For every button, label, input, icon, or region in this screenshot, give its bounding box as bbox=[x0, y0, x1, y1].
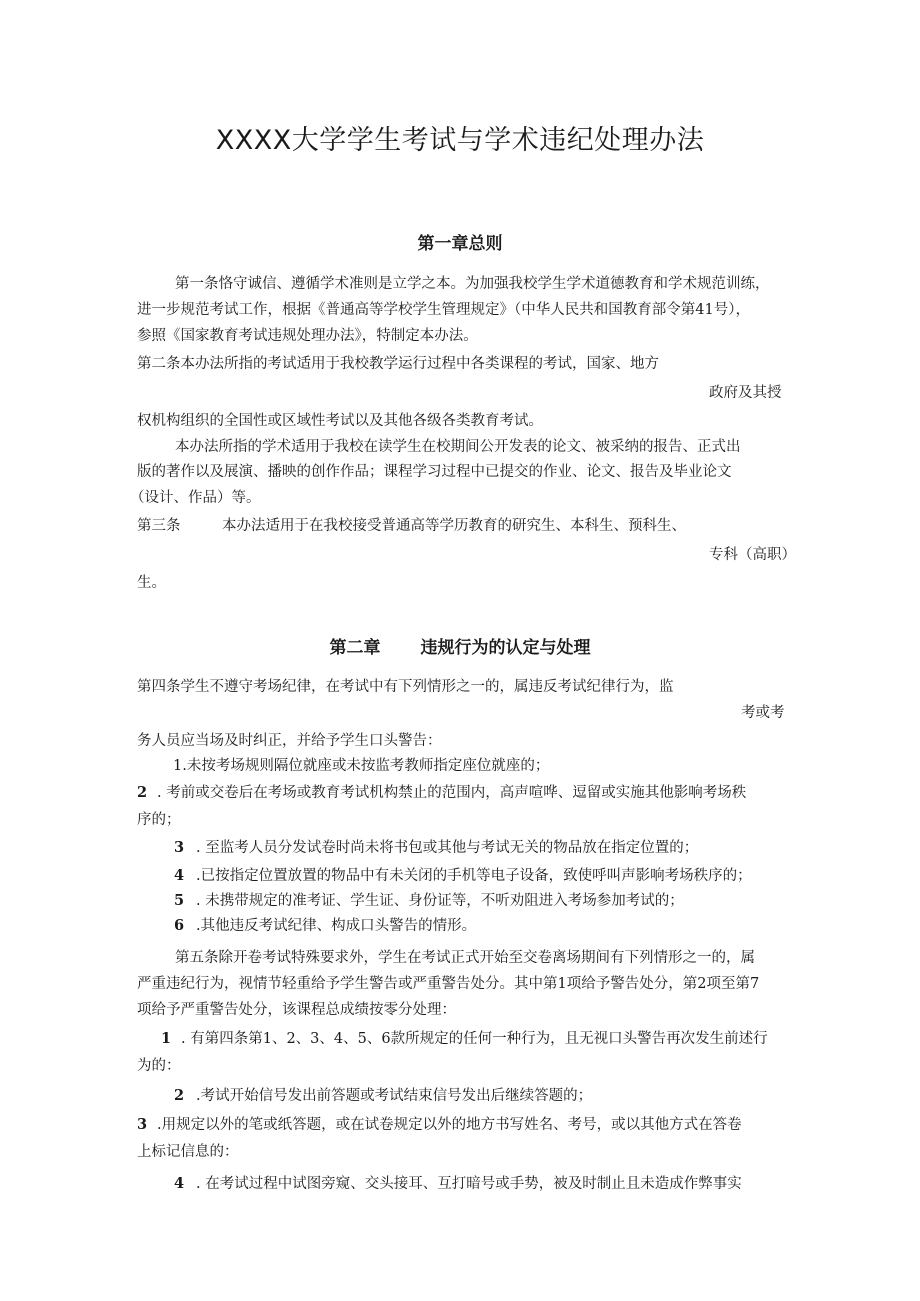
article-1-line-2: 进一步规范考试工作，根据《普通高等学校学生管理规定》（中华人民共和国教育部令第41号）， bbox=[137, 302, 750, 318]
article-3-line-1: 本办法适用于在我校接受普通高等学历教育的研究生、本科生、预科生、 bbox=[222, 518, 686, 534]
chapter-2-name: 违规行为的认定与处理 bbox=[420, 638, 591, 658]
article-5-line-2: 严重违纪行为，视情节轻重给予学生警告或严重警告处分。其中第1项给予警告处分，第2项至第7 bbox=[137, 976, 760, 992]
a4-item-1: 1.未按考场规则隔位就座或未按监考教师指定座位就座的； bbox=[173, 758, 550, 774]
a4-item-6-text: .其他违反考试纪律、构成口头警告的情形。 bbox=[196, 918, 477, 934]
scope-para-line-1: 本办法所指的学术适用于我校在读学生在校期间公开发表的论文、被采纳的报告、正式出 bbox=[175, 439, 741, 455]
chapter-2-heading bbox=[0, 633, 920, 658]
article-3-label: 第三条 bbox=[137, 518, 181, 534]
article-4-line-2: 考或考 bbox=[741, 705, 785, 721]
a5-item-2-number: 2 bbox=[174, 1087, 185, 1104]
a4-item-2-text: . 考前或交卷后在考场或教育考试机构禁止的范围内，高声喧哗、逗留或实施其他影响考场秩 bbox=[157, 785, 747, 801]
scope-para-line-2: 版的著作以及展演、播映的创作作品；课程学习过程中已提交的作业、论文、报告及毕业论文 bbox=[137, 464, 732, 480]
article-5-line-1: 第五条除开卷考试特殊要求外，学生在考试正式开始至交卷离场期间有下列情形之一的，属 bbox=[175, 950, 755, 966]
article-1-line-1: 第一条恪守诚信、遵循学术准则是立学之本。为加强我校学生学术道德教育和学术规范训练， bbox=[175, 276, 770, 292]
a5-item-4-text: . 在考试过程中试图旁窥、交头接耳、互打暗号或手势，被及时制止且未造成作弊事实 bbox=[196, 1176, 742, 1192]
chapter-1-heading: 第一章总则 bbox=[417, 234, 503, 254]
a5-item-1-number: 1 bbox=[161, 1030, 172, 1047]
a4-item-5-text: . 未携带规定的准考证、学生证、身份证等，不听劝阻进入考场参加考试的； bbox=[196, 893, 684, 909]
a4-item-2-number: 2 bbox=[137, 784, 148, 801]
a5-item-1-cont: 为的： bbox=[137, 1058, 181, 1074]
article-3-line-2: 专科（高职） bbox=[709, 547, 796, 563]
article-4-line-1: 第四条学生不遵守考场纪律，在考试中有下列情形之一的，属违反考试纪律行为，监 bbox=[137, 679, 674, 695]
a4-item-6-number: 6 bbox=[174, 917, 185, 934]
a4-item-4-number: 4 bbox=[174, 867, 185, 884]
article-5-line-3: 项给予严重警告处分，该课程总成绩按零分处理： bbox=[137, 1002, 456, 1018]
article-1-line-3: 参照《国家教育考试违规处理办法》，特制定本办法。 bbox=[137, 328, 478, 344]
a4-item-3-number: 3 bbox=[174, 839, 185, 856]
a5-item-1-text: . 有第四条第1、2、3、4、5、6款所规定的任何一种行为，且无视口头警告再次发生前述行 bbox=[181, 1031, 768, 1047]
a5-item-3-number: 3 bbox=[137, 1116, 148, 1133]
article-2-line-2: 政府及其授 bbox=[709, 385, 782, 401]
article-4-line-3: 务人员应当场及时纠正，并给予学生口头警告： bbox=[137, 733, 442, 749]
a4-item-5-number: 5 bbox=[174, 892, 185, 909]
a5-item-2-text: .考试开始信号发出前答题或考试结束信号发出后继续答题的； bbox=[196, 1088, 593, 1104]
article-2-line-3: 权机构组织的全国性或区域性考试以及其他各级各类教育考试。 bbox=[137, 413, 543, 429]
a5-item-3-cont: 上标记信息的： bbox=[137, 1144, 239, 1160]
a4-item-3-text: . 至监考人员分发试卷时尚未将书包或其他与考试无关的物品放在指定位置的； bbox=[196, 840, 699, 856]
article-2-line-1: 第二条本办法所指的考试适用于我校教学运行过程中各类课程的考试，国家、地方 bbox=[137, 356, 659, 372]
a4-item-4-text: .已按指定位置放置的物品中有未关闭的手机等电子设备，致使呼叫声影响考场秩序的； bbox=[196, 868, 752, 884]
article-3-line-3: 生。 bbox=[137, 575, 166, 591]
a4-item-2-cont: 序的； bbox=[137, 812, 181, 828]
chapter-2-number: 第二章 bbox=[329, 638, 381, 658]
a5-item-4-number: 4 bbox=[174, 1175, 185, 1192]
document-title: XXXX大学学生考试与学术违纪处理办法 bbox=[215, 125, 705, 156]
a5-item-3-text: .用规定以外的笔或纸答题，或在试卷规定以外的地方书写姓名、考号，或以其他方式在答卷 bbox=[157, 1117, 742, 1133]
scope-para-line-3: （设计、作品）等。 bbox=[130, 490, 261, 506]
